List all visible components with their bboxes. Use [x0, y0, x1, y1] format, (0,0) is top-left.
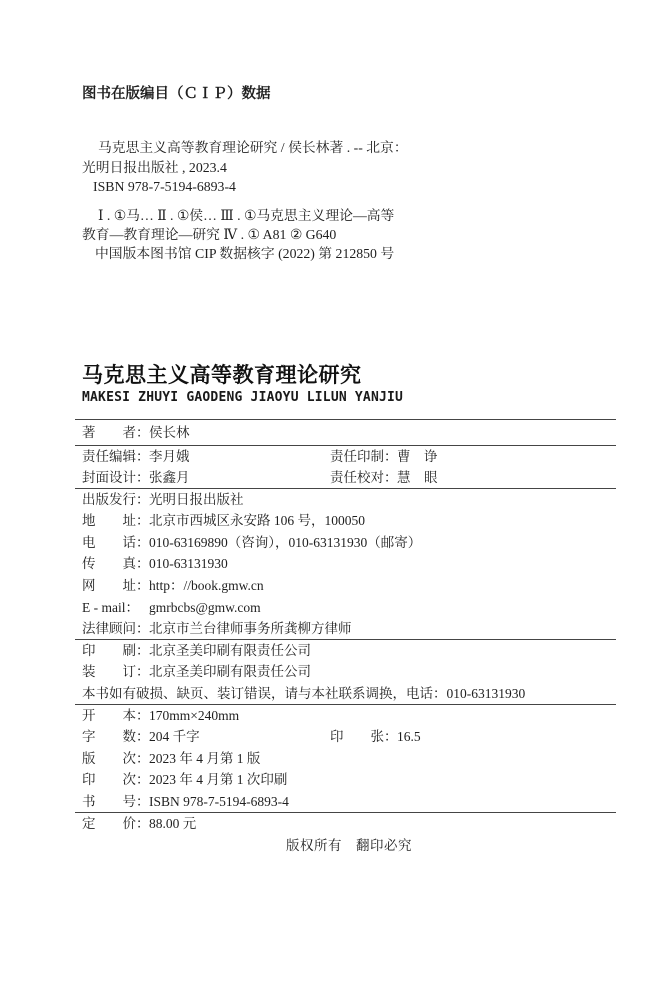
colophon-cell [330, 446, 438, 468]
colophon-value: 2023 年 4 月第 1 次印刷 [149, 772, 288, 788]
colophon-cell [82, 556, 228, 571]
copyright-notice: 版权所有 翻印必究 [286, 838, 412, 854]
colophon-label: 版 次： [82, 750, 150, 766]
colophon-row [75, 769, 616, 791]
colophon-cell [82, 794, 289, 809]
colophon-row [75, 597, 616, 619]
colophon-cell [82, 664, 311, 679]
colophon-notice: 本书如有破损、缺页、装订错误，请与本社联系调换，电话：010-63131930 [82, 686, 526, 702]
colophon-label: 网 址： [82, 578, 150, 594]
cip-citation-line: 马克思主义高等教育理论研究 / 侯长林著 . -- 北京： [98, 140, 408, 155]
colophon-value: 光明日报出版社 [149, 491, 244, 507]
colophon-value: 曹 诤 [397, 448, 438, 464]
book-title: 马克思主义高等教育理论研究 [82, 363, 362, 387]
cip-classification-line: Ⅰ . ①马… Ⅱ . ①侯… Ⅲ . ①马克思主义理论—高等 [98, 207, 395, 223]
colophon-label: 传 真： [82, 556, 150, 572]
colophon-row [75, 705, 616, 727]
colophon-label: 著 者： [82, 424, 150, 440]
colophon-cell [82, 643, 311, 658]
colophon-row [75, 532, 616, 554]
cip-header: 图书在版编目（ＣＩＰ）数据 [82, 86, 271, 102]
colophon-row [75, 813, 616, 835]
colophon-value: 204 千字 [149, 729, 200, 745]
colophon-label: 封面设计： [82, 470, 150, 486]
colophon-value: 北京圣美印刷有限责任公司 [149, 664, 311, 680]
cip-record-number: 中国版本图书馆 CIP 数据核字 (2022) 第 212850 号 [95, 245, 395, 261]
colophon-label: 装 订： [82, 664, 150, 680]
colophon-label: 地 址： [82, 513, 150, 529]
colophon-label: 电 话： [82, 534, 150, 550]
colophon-value: 侯长林 [149, 424, 190, 440]
colophon-cell [82, 621, 352, 636]
colophon-cell [82, 772, 287, 787]
colophon-value: 010-63131930 [149, 556, 228, 572]
colophon-cell [82, 535, 421, 550]
cip-citation-line: ISBN 978-7-5194-6893-4 [93, 179, 236, 194]
book-title-pinyin: MAKESI ZHUYI GAODENG JIAOYU LILUN YANJIU [82, 389, 404, 405]
colophon-value: 010-63169890（咨询），010-63131930（邮寄） [149, 534, 422, 550]
colophon-label: 开 本： [82, 707, 150, 723]
colophon-label: 书 号： [82, 794, 150, 809]
colophon-label: 定 价： [82, 815, 150, 831]
colophon-label: 出版发行： [82, 491, 150, 507]
cip-classification-block [82, 206, 616, 245]
colophon-label: 字 数： [82, 729, 150, 745]
colophon-row [75, 553, 616, 575]
colophon-cell [82, 578, 264, 593]
colophon-value: 北京圣美印刷有限责任公司 [149, 642, 311, 658]
colophon-row [75, 683, 616, 705]
colophon-cell [82, 449, 190, 464]
colophon-row [75, 640, 616, 662]
colophon-row [75, 489, 616, 511]
colophon-cell [82, 470, 190, 485]
colophon-row [75, 726, 616, 748]
colophon-cell [82, 513, 365, 528]
colophon-row [75, 510, 616, 532]
colophon-label: 印 刷： [82, 642, 150, 658]
colophon-label: 责任印制： [330, 448, 398, 464]
colophon-row [75, 661, 616, 683]
colophon-value: 88.00 元 [149, 815, 197, 831]
cip-classification-line: 教育—教育理论—研究 Ⅳ . ① A81 ② G640 [82, 227, 337, 242]
colophon-value: 李月娥 [149, 448, 190, 464]
colophon-value: ISBN 978-7-5194-6893-4 [149, 794, 289, 809]
colophon-row [75, 467, 616, 489]
colophon-label: 法律顾问： [82, 621, 150, 637]
colophon-value: 16.5 [397, 729, 421, 745]
colophon-cell [330, 467, 438, 489]
colophon-value: 北京市兰台律师事务所龚柳方律师 [149, 621, 352, 637]
colophon-value: http：//book.gmw.cn [149, 578, 264, 594]
colophon-label: 责任编辑： [82, 448, 150, 464]
colophon-value: 张鑫月 [149, 470, 190, 486]
cip-citation-block [82, 138, 616, 197]
colophon-value: 170mm×240mm [149, 707, 240, 723]
colophon-row [75, 575, 616, 597]
colophon-label: 印 张： [330, 729, 398, 745]
colophon-value: 慧 眼 [397, 470, 438, 486]
colophon-value: gmrbcbs@gmw.com [149, 599, 261, 615]
colophon-cell [82, 492, 244, 507]
colophon-value: 2023 年 4 月第 1 版 [149, 750, 261, 766]
colophon-label: E - mail： [82, 599, 139, 615]
colophon-row [75, 446, 616, 468]
colophon-cell [82, 600, 261, 615]
colophon-label: 责任校对： [330, 470, 398, 486]
colophon-cell [82, 708, 239, 723]
colophon-cell [82, 816, 196, 831]
colophon-table [75, 419, 616, 835]
colophon-cell [330, 726, 421, 748]
colophon-row [75, 791, 616, 813]
colophon-cell [82, 751, 260, 766]
colophon-row [75, 420, 616, 446]
colophon-cell [82, 425, 190, 440]
colophon-cell [82, 729, 200, 744]
colophon-value: 北京市西城区永安路 106 号，100050 [149, 513, 365, 529]
colophon-label: 印 次： [82, 772, 150, 788]
colophon-row [75, 618, 616, 640]
colophon-row [75, 748, 616, 770]
cip-citation-line: 光明日报出版社 , 2023.4 [82, 159, 227, 175]
